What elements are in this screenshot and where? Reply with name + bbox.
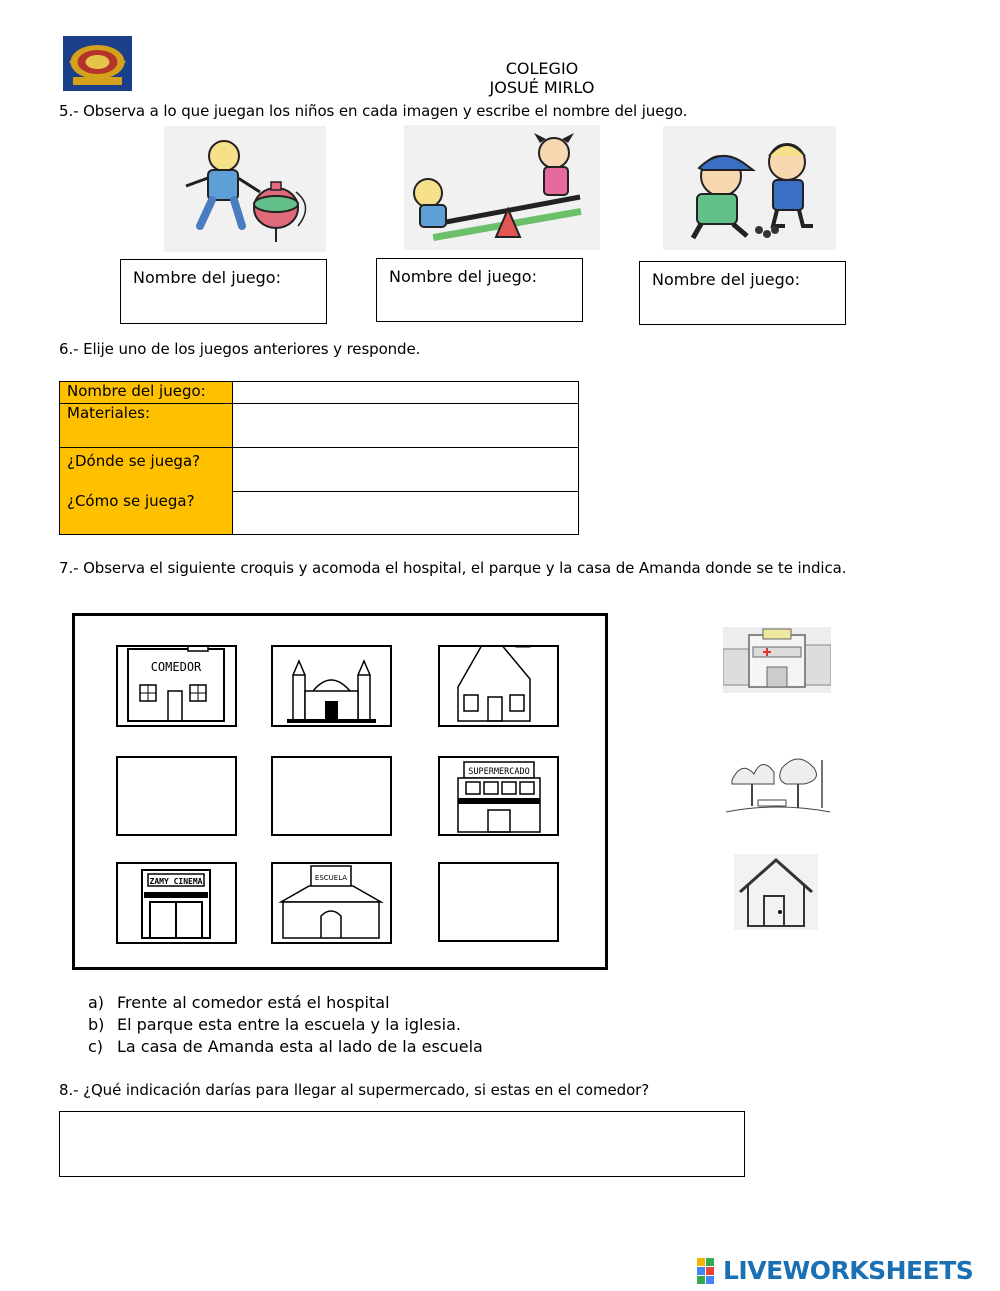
game-name-box-3[interactable]	[639, 261, 846, 325]
town-sketch-map	[72, 613, 608, 970]
answer-cell-materials[interactable]	[233, 404, 579, 448]
hospital-image[interactable]	[723, 627, 831, 693]
answer-cell-where[interactable]	[233, 448, 579, 492]
question-6-prompt: 6.- Elije uno de los juegos anteriores y responde.	[59, 340, 421, 358]
question-8-prompt: 8.- ¿Qué indicación darías para llegar al supermercado, si estas en el comedor?	[59, 1081, 650, 1099]
clue-b-text: El parque esta entre la escuela y la iglesia.	[117, 1015, 461, 1034]
clue-a-text: Frente al comedor está el hospital	[117, 993, 390, 1012]
spinning-top-illustration	[164, 126, 326, 252]
clue-a	[88, 992, 483, 1014]
map-cell-church	[271, 645, 392, 727]
answer-cell-name[interactable]	[233, 382, 579, 404]
game-details-table	[59, 381, 579, 535]
school-header	[440, 59, 644, 97]
map-cell-escuela	[271, 862, 392, 944]
clue-b-marker: b)	[88, 1015, 105, 1034]
seesaw-illustration	[404, 125, 600, 250]
placement-clues	[88, 992, 483, 1058]
game-name-box-2[interactable]	[376, 258, 583, 322]
clue-b	[88, 1014, 483, 1036]
clue-c	[88, 1036, 483, 1058]
game-name-label-2: Nombre del juego:	[389, 267, 537, 286]
map-cell-cinema	[116, 862, 237, 944]
game-name-box-1[interactable]	[120, 259, 327, 324]
amanda-house-image[interactable]	[734, 854, 818, 930]
map-cell-empty-2[interactable]	[271, 756, 392, 836]
marbles-illustration	[663, 126, 836, 250]
liveworksheets-logo-icon	[697, 1258, 723, 1284]
row-label-where: ¿Dónde se juega?	[67, 452, 201, 470]
clue-c-marker: c)	[88, 1037, 104, 1056]
map-cell-house-drawing	[438, 645, 559, 727]
cinema-sign: ZAMY CINEMA	[149, 877, 203, 886]
header-line-2: JOSUÉ MIRLO	[489, 78, 595, 97]
clue-a-marker: a)	[88, 993, 105, 1012]
map-cell-empty-1[interactable]	[116, 756, 237, 836]
supermercado-sign: SUPERMERCADO	[468, 767, 530, 777]
game-name-label-3: Nombre del juego:	[652, 270, 800, 289]
row-label-where-how	[60, 448, 233, 535]
park-image[interactable]	[722, 750, 834, 820]
map-cell-comedor	[116, 645, 237, 727]
game-name-label-1: Nombre del juego:	[133, 268, 281, 287]
map-cell-supermercado	[438, 756, 559, 836]
row-label-name: Nombre del juego:	[60, 382, 233, 404]
escuela-sign: ESCUELA	[314, 874, 348, 882]
comedor-sign: COMEDOR	[150, 660, 202, 674]
question-7-prompt: 7.- Observa el siguiente croquis y acomoda el hospital, el parque y la casa de Amanda donde se te indica.	[59, 559, 847, 577]
clue-c-text: La casa de Amanda esta al lado de la escuela	[117, 1037, 483, 1056]
row-label-materials: Materiales:	[60, 404, 233, 448]
liveworksheets-brand	[697, 1256, 973, 1285]
question-8-answer-box[interactable]	[59, 1111, 745, 1177]
map-cell-empty-3[interactable]	[438, 862, 559, 942]
row-label-how: ¿Cómo se juega?	[67, 492, 195, 510]
question-5-prompt: 5.- Observa a lo que juegan los niños en cada imagen y escribe el nombre del juego.	[59, 102, 688, 120]
school-logo	[63, 36, 132, 91]
answer-cell-how[interactable]	[233, 492, 579, 535]
liveworksheets-wordmark: LIVEWORKSHEETS	[723, 1256, 974, 1285]
header-line-1: COLEGIO	[505, 59, 579, 78]
